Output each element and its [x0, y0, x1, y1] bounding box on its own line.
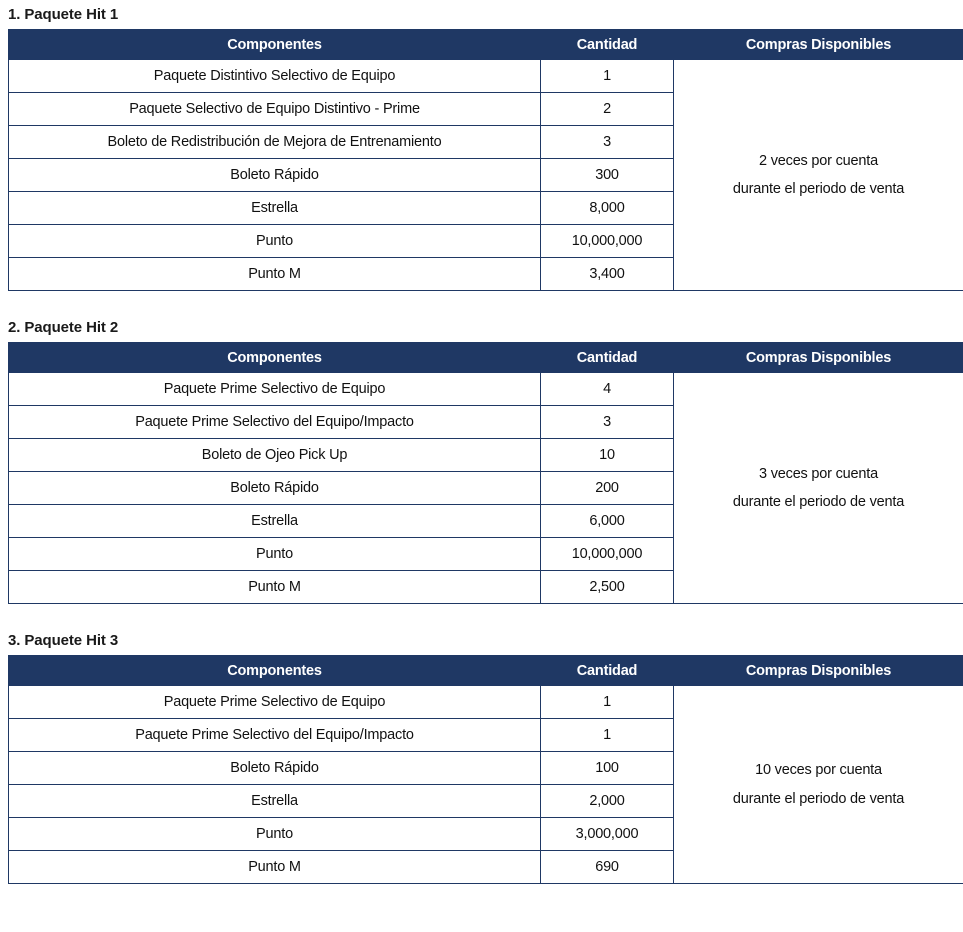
availability-line-1: 2 veces por cuenta [759, 152, 878, 169]
availability-line-2: durante el periodo de venta [732, 790, 905, 807]
cell-quantity: 3,000,000 [541, 818, 674, 851]
cell-component: Boleto Rápido [9, 752, 541, 785]
column-header-components: Componentes [9, 656, 541, 686]
table-row [9, 686, 963, 719]
availability-line-1: 10 veces por cuenta [755, 762, 882, 779]
cell-quantity: 10,000,000 [541, 538, 674, 571]
cell-component: Punto M [9, 851, 541, 884]
cell-component: Estrella [9, 505, 541, 538]
cell-component: Paquete Distintivo Selectivo de Equipo [9, 60, 541, 93]
section-title: 1. Paquete Hit 1 [8, 6, 119, 23]
cell-quantity: 300 [541, 159, 674, 192]
section-title: 2. Paquete Hit 2 [8, 319, 119, 336]
column-header-components: Componentes [9, 343, 541, 373]
cell-component: Punto [9, 225, 541, 258]
availability-line-2: durante el periodo de venta [732, 494, 905, 510]
column-header-available-purchases: Compras Disponibles [674, 343, 963, 373]
section-spacer [4, 299, 959, 319]
table-row [9, 60, 963, 93]
table-header-row [9, 656, 963, 686]
cell-quantity: 6,000 [541, 505, 674, 538]
cell-quantity: 10 [541, 439, 674, 472]
cell-component: Paquete Prime Selectivo del Equipo/Impacto [9, 719, 541, 752]
table-header-row [9, 343, 963, 373]
cell-component: Boleto Rápido [9, 159, 541, 192]
table-row [9, 373, 963, 406]
cell-available-purchases [674, 373, 963, 604]
cell-quantity: 3,400 [541, 258, 674, 291]
cell-quantity: 3 [541, 126, 674, 159]
cell-component: Paquete Selectivo de Equipo Distintivo - Prime [9, 93, 541, 126]
cell-component: Boleto de Ojeo Pick Up [9, 439, 541, 472]
column-header-quantity: Cantidad [541, 343, 674, 373]
cell-component: Paquete Prime Selectivo de Equipo [9, 686, 541, 719]
column-header-quantity: Cantidad [541, 656, 674, 686]
package-table [8, 655, 963, 884]
column-header-quantity: Cantidad [541, 30, 674, 60]
cell-quantity: 4 [541, 373, 674, 406]
cell-quantity: 2,500 [541, 571, 674, 604]
cell-quantity: 1 [541, 686, 674, 719]
cell-quantity: 690 [541, 851, 674, 884]
cell-quantity: 200 [541, 472, 674, 505]
availability-line-2: durante el periodo de venta [732, 181, 905, 197]
cell-component: Punto [9, 538, 541, 571]
cell-available-purchases [674, 60, 963, 291]
section-title: 3. Paquete Hit 3 [8, 632, 119, 649]
cell-quantity: 100 [541, 752, 674, 785]
column-header-components: Componentes [9, 30, 541, 60]
cell-component: Boleto Rápido [9, 472, 541, 505]
availability-line-1: 3 veces por cuenta [759, 465, 878, 482]
column-header-available-purchases: Compras Disponibles [674, 30, 963, 60]
cell-quantity: 2 [541, 93, 674, 126]
cell-component: Estrella [9, 192, 541, 225]
cell-component: Boleto de Redistribución de Mejora de Entrenamiento [9, 126, 541, 159]
cell-quantity: 3 [541, 406, 674, 439]
package-section-1 [4, 6, 959, 291]
cell-component: Punto M [9, 258, 541, 291]
cell-component: Punto [9, 818, 541, 851]
cell-quantity: 2,000 [541, 785, 674, 818]
package-section-3 [4, 632, 959, 884]
cell-quantity: 8,000 [541, 192, 674, 225]
cell-component: Estrella [9, 785, 541, 818]
cell-component: Paquete Prime Selectivo de Equipo [9, 373, 541, 406]
table-header-row [9, 30, 963, 60]
cell-quantity: 1 [541, 719, 674, 752]
package-table [8, 29, 963, 291]
package-table [8, 342, 963, 604]
cell-available-purchases [674, 686, 963, 884]
cell-quantity: 1 [541, 60, 674, 93]
cell-quantity: 10,000,000 [541, 225, 674, 258]
package-section-2 [4, 319, 959, 604]
cell-component: Paquete Prime Selectivo del Equipo/Impacto [9, 406, 541, 439]
column-header-available-purchases: Compras Disponibles [674, 656, 963, 686]
cell-component: Punto M [9, 571, 541, 604]
section-spacer [4, 612, 959, 632]
